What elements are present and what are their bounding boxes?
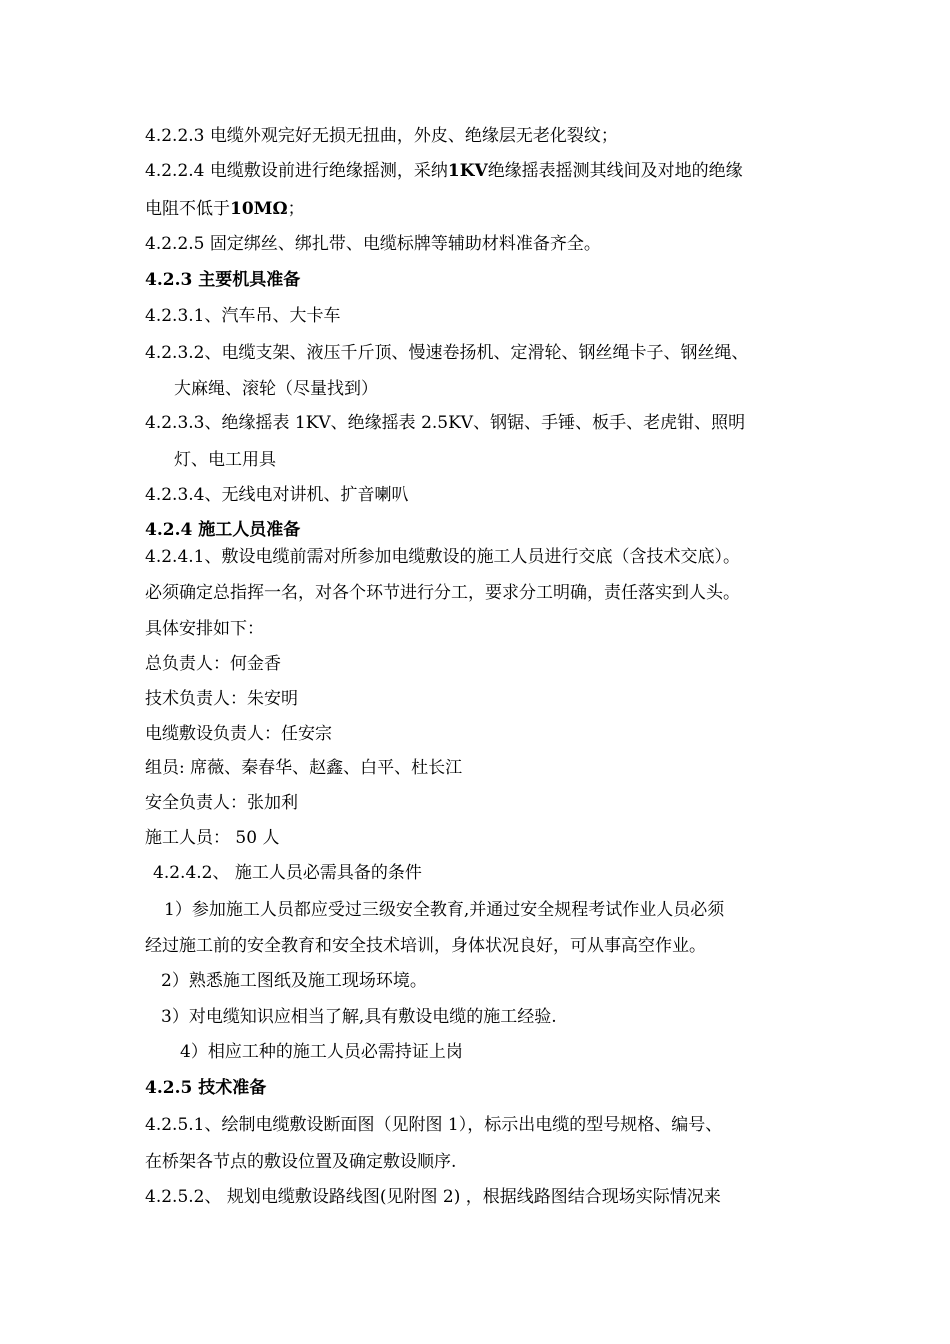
para-4-2-5-1-line2: 在桥架各节点的敷设位置及确定敷设顺序.	[145, 1152, 457, 1172]
para-4-2-2-3: 4.2.2.3 电缆外观完好无损无扭曲，外皮、绝缘层无老化裂纹；	[145, 126, 618, 146]
para-4-2-3-3-line1: 4.2.3.3、绝缘摇表 1KV、绝缘摇表 2.5KV、钢锯、手锤、板手、老虎钳、照明	[145, 413, 746, 433]
para-4-2-3-3-line2: 灯、电工用具	[174, 450, 276, 470]
condition-1-line1: 1）参加施工人员都应受过三级安全教育,并通过安全规程考试作业人员必须	[164, 900, 725, 920]
condition-2: 2）熟悉施工图纸及施工现场环境。	[161, 971, 427, 991]
para-4-2-2-5: 4.2.2.5 固定绑丝、绑扎带、电缆标牌等辅助材料准备齐全。	[145, 234, 601, 254]
para-4-2-3-2-line2: 大麻绳、滚轮（尽量找到）	[174, 379, 378, 399]
person-tech-lead: 技术负责人：朱安明	[145, 689, 298, 709]
para-4-2-5-2-line1: 4.2.5.2、 规划电缆敷设路线图(见附图 2) ，根据线路图结合现场实际情况来	[145, 1187, 721, 1207]
para-4-2-2-4-line2	[145, 198, 305, 220]
person-general-lead: 总负责人：何金香	[145, 654, 281, 674]
para-4-2-4-1-line2: 必须确定总指挥一名，对各个环节进行分工，要求分工明确，责任落实到人头。	[145, 583, 740, 603]
para-4-2-4-2: 4.2.4.2、 施工人员必需具备的条件	[153, 863, 422, 883]
person-cable-lead: 电缆敷设负责人：任安宗	[145, 724, 332, 744]
para-4-2-4-1-line3: 具体安排如下：	[145, 619, 264, 639]
person-safety-lead: 安全负责人：张加利	[145, 793, 298, 813]
person-workers-count: 施工人员： 50 人	[145, 828, 280, 848]
para-4-2-2-4-line1	[145, 160, 743, 182]
heading-4-2-4: 4.2.4 施工人员准备	[145, 520, 301, 540]
heading-4-2-5: 4.2.5 技术准备	[145, 1078, 267, 1098]
para-4-2-3-4: 4.2.3.4、无线电对讲机、扩音喇叭	[145, 485, 409, 505]
para-4-2-2-4-text-a: 4.2.2.4 电缆敷设前进行绝缘摇测，采纳	[145, 161, 448, 181]
para-4-2-2-4-text-c: 电阻不低于	[145, 199, 230, 219]
condition-3: 3）对电缆知识应相当了解,具有敷设电缆的施工经验.	[161, 1007, 557, 1027]
para-4-2-3-1: 4.2.3.1、汽车吊、大卡车	[145, 306, 341, 326]
para-4-2-2-4-text-b: 绝缘摇表摇测其线间及对地的绝缘	[487, 161, 743, 181]
para-4-2-2-4-resistance: 10MΩ	[230, 199, 288, 219]
para-4-2-3-2-line1: 4.2.3.2、电缆支架、液压千斤顶、慢速卷扬机、定滑轮、钢丝绳卡子、钢丝绳、	[145, 343, 749, 363]
condition-4: 4）相应工种的施工人员必需持证上岗	[180, 1042, 463, 1062]
para-4-2-2-4-voltage: 1KV	[447, 161, 488, 181]
para-4-2-2-4-text-d: ；	[287, 199, 305, 219]
person-team-members: 组员: 席薇、秦春华、赵鑫、白平、杜长江	[145, 758, 463, 778]
heading-4-2-3: 4.2.3 主要机具准备	[145, 270, 301, 290]
para-4-2-5-1-line1: 4.2.5.1、绘制电缆敷设断面图（见附图 1），标示出电缆的型号规格、编号、	[145, 1115, 723, 1135]
para-4-2-4-1-line1: 4.2.4.1、敷设电缆前需对所参加电缆敷设的施工人员进行交底（含技术交底）。	[145, 547, 740, 567]
condition-1-line2: 经过施工前的安全教育和安全技术培训，身体状况良好，可从事高空作业。	[145, 936, 706, 956]
